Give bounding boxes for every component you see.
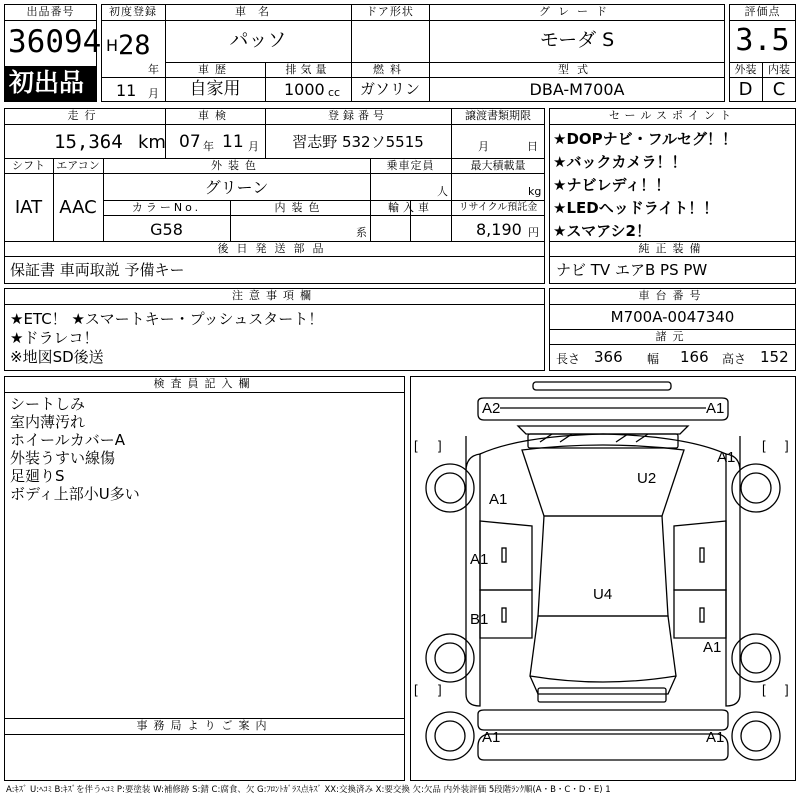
width-label: 幅: [647, 352, 660, 366]
exterior-label: 外装: [734, 63, 757, 76]
shipping-value: 保証書 車両取説 予備キー: [10, 261, 185, 279]
svg-text:[: [: [414, 682, 418, 697]
car-name: パッソ: [229, 29, 287, 51]
sales-item: ★ナビレディ！！: [553, 176, 671, 194]
damage-hood: U2: [637, 470, 657, 487]
svg-text:]: ]: [785, 682, 789, 697]
chassis-label: 車台番号: [638, 289, 707, 302]
plate-label: 登録番号: [328, 109, 388, 122]
inspection-year: 07: [179, 132, 201, 152]
import-label: 輸入車: [388, 201, 433, 214]
shift: IAT: [14, 197, 43, 218]
grade: モーダ S: [539, 29, 615, 51]
sales-item: ★スマアシ2！: [553, 222, 651, 240]
caution-item: ※地図SD後送: [10, 348, 104, 366]
svg-text:[: [: [762, 682, 766, 697]
color-label: 外装色: [211, 159, 262, 172]
svg-text:]: ]: [785, 438, 789, 453]
damage-fender-left: A1: [489, 491, 508, 508]
interior-grade: C: [772, 79, 786, 100]
specs-label: 諸元: [655, 330, 690, 343]
caution-item: ★ETC！ ★スマートキー・プッシュスタート！: [10, 310, 324, 328]
height-value: 152: [760, 348, 789, 366]
transfer-day-unit: 日: [527, 140, 538, 153]
mileage-unit: km: [138, 132, 166, 153]
transfer-label: 譲渡書類期限: [465, 109, 531, 122]
shipping-label: 後日発送部品: [217, 242, 332, 255]
displacement-unit: cc: [328, 86, 341, 99]
first-reg-label: 初度登録: [109, 5, 157, 18]
plate: 習志野 532ソ5515: [292, 133, 424, 151]
fuel: ガソリン: [359, 80, 420, 98]
damage-roof: U4: [593, 586, 613, 603]
equipment-value: ナビ TV エアB PS PW: [556, 261, 708, 279]
inspection-label: 車検: [198, 109, 232, 122]
ac-label: エアコン: [56, 159, 100, 172]
svg-text:[: [: [414, 438, 418, 453]
reg-year: 28: [118, 30, 151, 61]
era: H: [106, 36, 119, 55]
interior-label: 内装: [768, 63, 790, 76]
caution-list: [10, 310, 323, 367]
equipment-label: 純正装備: [638, 242, 707, 255]
color: グリーン: [204, 178, 269, 197]
svg-text:]: ]: [438, 438, 442, 453]
sales-item: ★バックカメラ！！: [553, 153, 687, 171]
mileage-label: 走行: [67, 109, 102, 122]
damage-quarter-right: A1: [703, 639, 722, 656]
recycle: 8,190: [476, 220, 522, 239]
sales-label: セールスポイント: [608, 109, 736, 122]
inspection-month-unit: 月: [248, 140, 259, 153]
car-diagram: [410, 376, 796, 781]
color-no-label: カラーNo.: [131, 201, 202, 214]
load-label: 最大積載量: [470, 159, 526, 172]
sales-list: [553, 128, 737, 243]
chassis-value: M700A-0047340: [610, 308, 735, 326]
sales-item: ★DOPナビ・フルセグ！！: [553, 130, 738, 148]
inspector-item: 外装うすい線傷: [10, 449, 116, 467]
svg-text:]: ]: [438, 682, 442, 697]
caution-item: ★ドラレコ！: [10, 329, 99, 347]
width-value: 166: [680, 348, 709, 366]
year-unit: 年: [148, 63, 159, 76]
height-label: 高さ: [722, 352, 747, 366]
damage-door-left-rear: B1: [470, 611, 489, 628]
month-unit: 月: [148, 87, 159, 100]
recycle-label: リサイクル預託金: [458, 202, 538, 213]
legend: A:ｷｽﾞ U:ﾍｺﾐ B:ｷｽﾞを伴うﾍｺﾐ P:要塗装 W:補修跡 S:錆 C:腐食、欠 G:ﾌﾛﾝﾄｶﾞﾗｽ点ｷｽﾞ XX:交換済み X:要交換 欠:欠品 内外装評価 5段階ﾗﾝｸ順(A・B・C・D・E) 1: [6, 785, 611, 795]
damage-front-left: A2: [482, 400, 501, 417]
svg-text:[: [: [762, 438, 766, 453]
inspector-item: ボディ上部小U多い: [10, 485, 140, 503]
interior-color-label: 内装色: [274, 201, 326, 214]
inspection-year-unit: 年: [203, 140, 214, 153]
damage-rear-right: A1: [706, 729, 725, 746]
history-label: 車歴: [198, 63, 232, 76]
capacity-label: 乗車定員: [386, 159, 435, 172]
mileage: 15,364: [54, 131, 123, 153]
load-unit: kg: [528, 185, 542, 198]
recycle-unit: 円: [528, 226, 539, 239]
reg-month: 11: [116, 81, 137, 100]
first-listing-text: 初出品: [9, 68, 85, 97]
shift-label: シフト: [12, 159, 45, 172]
sales-item: ★LEDヘッドライト！！: [553, 199, 719, 217]
inspector-item: ホイールカバーA: [10, 431, 125, 449]
inspector-label: 検査員記入欄: [153, 377, 256, 390]
model-label: 型式: [558, 63, 596, 76]
model: DBA-M700A: [529, 80, 625, 99]
lot-number: 36094: [8, 24, 102, 60]
inspector-item: 室内薄汚れ: [10, 413, 86, 431]
caution-label: 注意事項欄: [232, 289, 317, 302]
ac: AAC: [59, 197, 97, 218]
capacity-unit: 人: [437, 185, 448, 198]
car-name-label: 車名: [235, 5, 281, 18]
fuel-label: 燃料: [373, 63, 407, 76]
transfer-month-unit: 月: [478, 140, 489, 153]
interior-color-unit: 系: [356, 226, 367, 239]
history: 自家用: [189, 79, 241, 99]
door-label: ドア形状: [366, 5, 414, 18]
displacement-label: 排気量: [285, 63, 331, 76]
displacement: 1000: [284, 80, 325, 99]
length-label: 長さ: [556, 352, 581, 366]
damage-front-right: A1: [706, 400, 725, 417]
damage-door-left-front: A1: [470, 551, 489, 568]
damage-fender-right: A1: [717, 449, 736, 466]
office-label: 事務局よりご案内: [136, 719, 273, 732]
lot-label: 出品番号: [26, 5, 75, 18]
inspector-item: 足廻りS: [10, 467, 65, 485]
damage-rear-left: A1: [482, 729, 501, 746]
inspector-list: [10, 395, 140, 503]
length-value: 366: [594, 348, 623, 366]
score-label: 評価点: [744, 5, 781, 18]
inspection-month: 11: [222, 132, 244, 152]
score: 3.5: [735, 23, 790, 58]
grade-label: グレード: [539, 5, 615, 18]
inspector-item: シートしみ: [10, 395, 86, 413]
color-no: G58: [150, 220, 183, 239]
exterior-grade: D: [738, 79, 753, 100]
